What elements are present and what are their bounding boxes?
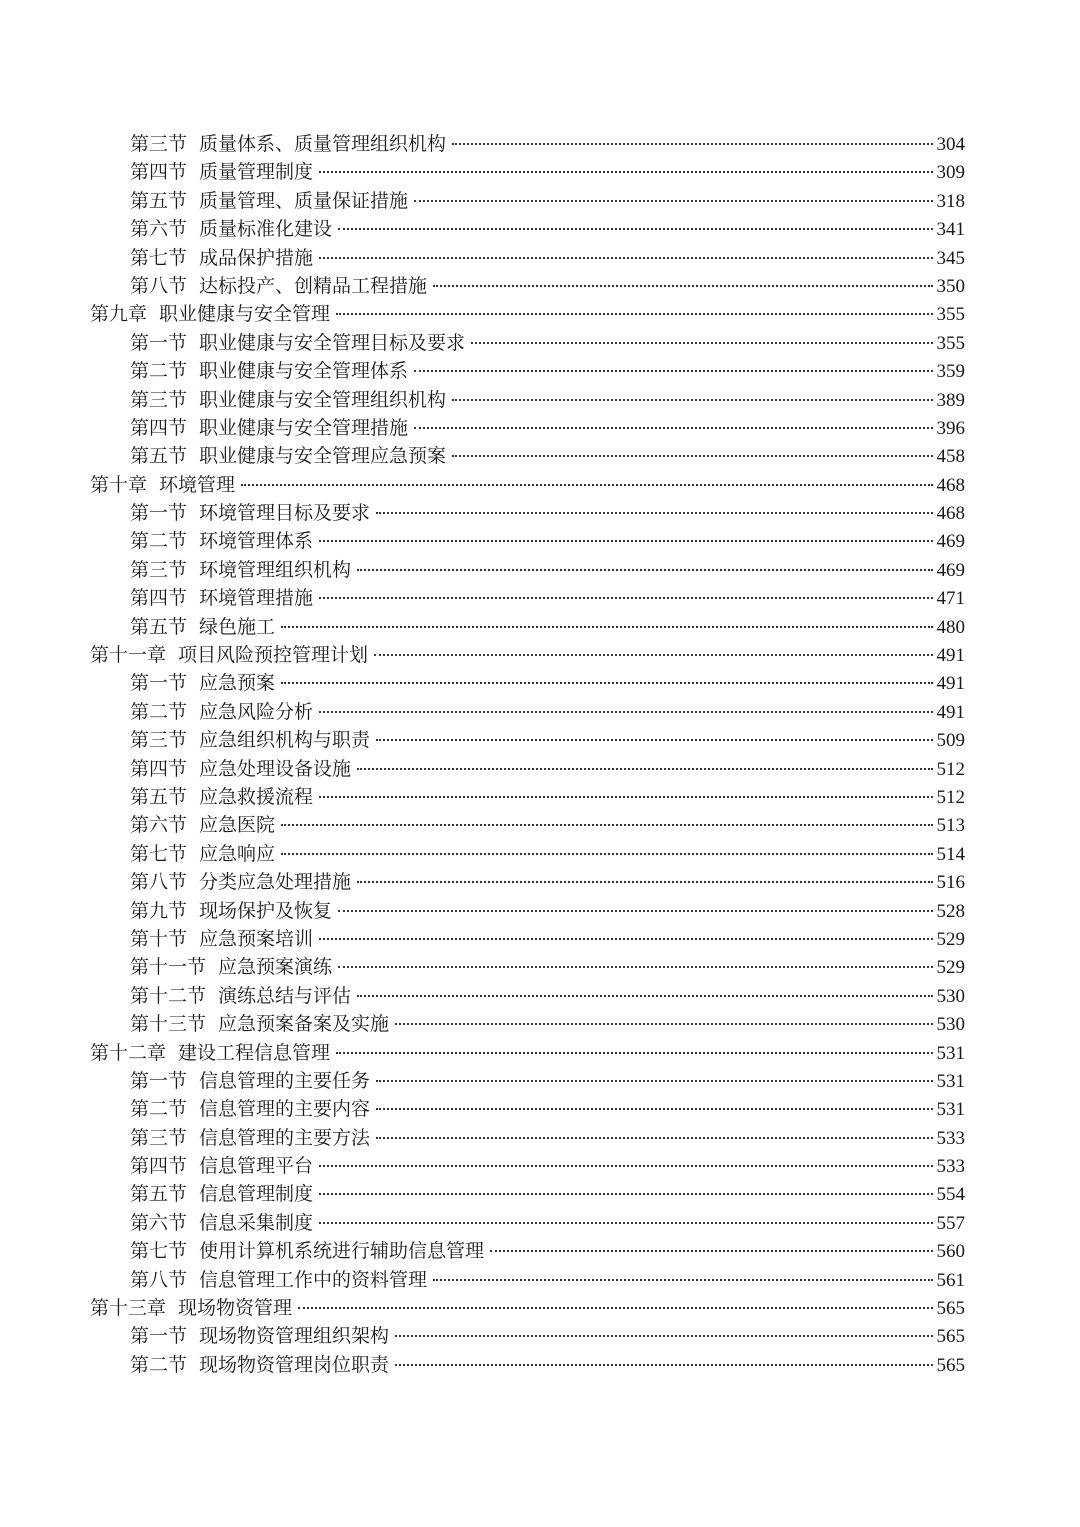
- toc-entry-title: 职业健康与安全管理: [159, 303, 331, 326]
- toc-entry-number: 第十一节: [130, 956, 207, 979]
- toc-page-number: 350: [936, 275, 965, 297]
- dot-leader: [319, 1222, 932, 1224]
- toc-page-number: 565: [936, 1326, 965, 1348]
- dot-leader: [319, 796, 932, 798]
- toc-page-number: 529: [936, 928, 965, 950]
- toc-page-number: 531: [936, 1099, 965, 1121]
- toc-entry-title: 质量管理制度: [199, 161, 314, 184]
- toc-entry-number: 第七节: [130, 246, 188, 269]
- toc-page-number: 480: [936, 616, 965, 638]
- toc-entry-title: 职业健康与安全管理措施: [199, 416, 409, 439]
- toc-entry-number: 第四节: [130, 416, 188, 439]
- toc-entry-title: 环境管理: [159, 473, 236, 496]
- dot-leader: [336, 1052, 932, 1054]
- toc-entry-title: 应急组织机构与职责: [199, 729, 371, 752]
- toc-entry-number: 第七节: [130, 1240, 188, 1263]
- toc-page-number: 528: [936, 900, 965, 922]
- toc-page-number: 318: [936, 190, 965, 212]
- toc-section-entry: [90, 1067, 965, 1095]
- toc-entry-number: 第四节: [130, 587, 188, 610]
- toc-section-entry: [90, 386, 965, 414]
- dot-leader: [376, 1108, 932, 1110]
- toc-page-number: 560: [936, 1241, 965, 1263]
- dot-leader: [319, 257, 932, 259]
- toc-section-entry: [90, 669, 965, 697]
- toc-section-entry: [90, 1237, 965, 1265]
- toc-entry-number: 第十二节: [130, 984, 207, 1007]
- toc-page-number: 304: [936, 134, 965, 155]
- toc-entry-number: 第一节: [130, 502, 188, 525]
- dot-leader: [452, 399, 932, 401]
- dot-leader: [338, 228, 932, 230]
- toc-entry-title: 质量管理、质量保证措施: [199, 189, 409, 212]
- toc-page-number: 533: [936, 1127, 965, 1149]
- toc-entry-number: 第九节: [130, 899, 188, 922]
- toc-entry-label: [130, 1322, 389, 1350]
- toc-entry-number: 第二节: [130, 360, 188, 383]
- dot-leader: [281, 853, 932, 855]
- toc-entry-label: [130, 1010, 389, 1038]
- toc-page-number: 529: [936, 957, 965, 979]
- dot-leader: [490, 1250, 932, 1252]
- toc-entry-label: [130, 499, 370, 527]
- dot-leader: [357, 768, 932, 770]
- toc-entry-number: 第三节: [130, 558, 188, 581]
- toc-entry-label: [130, 982, 351, 1010]
- toc-entry-number: 第一节: [130, 1325, 188, 1348]
- dot-leader: [319, 597, 932, 599]
- dot-leader: [452, 455, 932, 457]
- toc-page-number: 565: [936, 1298, 965, 1320]
- toc-entry-label: [130, 130, 446, 158]
- toc-page-number: 513: [936, 815, 965, 837]
- toc-page-number: 565: [936, 1354, 965, 1376]
- toc-entry-number: 第五节: [130, 1183, 188, 1206]
- toc-entry-label: [130, 272, 427, 300]
- toc-page-number: 509: [936, 730, 965, 752]
- toc-entry-number: 第五节: [130, 445, 188, 468]
- toc-page-number: 469: [936, 531, 965, 553]
- dot-leader: [319, 711, 932, 713]
- dot-leader: [471, 342, 932, 344]
- toc-entry-title: 现场物资管理组织架构: [199, 1325, 390, 1348]
- toc-section-entry: [90, 244, 965, 272]
- toc-entry-title: 应急预案培训: [199, 927, 314, 950]
- toc-entry-label: [130, 811, 275, 839]
- toc-entry-label: [130, 698, 313, 726]
- toc-entry-label: [130, 1152, 313, 1180]
- toc-entry-title: 环境管理措施: [199, 587, 314, 610]
- toc-chapter-entry: [90, 471, 965, 499]
- toc-entry-title: 信息管理的主要内容: [199, 1098, 371, 1121]
- toc-entry-number: 第一节: [130, 1069, 188, 1092]
- toc-entry-number: 第五节: [130, 615, 188, 638]
- dot-leader: [414, 200, 932, 202]
- toc-section-entry: [90, 698, 965, 726]
- toc-page-number: 359: [936, 361, 965, 383]
- toc-entry-label: [90, 641, 368, 669]
- toc-entry-number: 第三节: [130, 388, 188, 411]
- toc-entry-label: [130, 414, 408, 442]
- toc-entry-title: 应急预案备案及实施: [218, 1013, 390, 1036]
- toc-page-number: 355: [936, 332, 965, 354]
- toc-entry-title: 绿色施工: [199, 615, 276, 638]
- toc-entry-number: 第十二章: [90, 1041, 167, 1064]
- toc-entry-number: 第十三章: [90, 1297, 167, 1320]
- toc-entry-label: [130, 1067, 370, 1095]
- toc-entry-title: 应急预案演练: [218, 956, 333, 979]
- toc-entry-label: [130, 1209, 313, 1237]
- toc-page-number: 516: [936, 872, 965, 894]
- toc-section-entry: [90, 1124, 965, 1152]
- toc-entry-number: 第二节: [130, 700, 188, 723]
- toc-entry-label: [130, 783, 313, 811]
- toc-entry-label: [130, 613, 275, 641]
- toc-entry-label: [130, 584, 313, 612]
- toc-entry-title: 质量体系、质量管理组织机构: [199, 133, 447, 155]
- toc-entry-label: [130, 669, 275, 697]
- toc-page-number: 355: [936, 304, 965, 326]
- toc-entry-label: [130, 442, 446, 470]
- toc-entry-label: [130, 187, 408, 215]
- toc-page-number: 491: [936, 701, 965, 723]
- dot-leader: [319, 171, 932, 173]
- toc-section-entry: [90, 840, 965, 868]
- toc-entry-label: [130, 726, 370, 754]
- toc-entry-label: [130, 1124, 370, 1152]
- toc-entry-number: 第十一章: [90, 644, 167, 667]
- dot-leader: [376, 1137, 932, 1139]
- toc-entry-label: [130, 527, 313, 555]
- toc-page-number: 396: [936, 417, 965, 439]
- toc-entry-label: [130, 953, 332, 981]
- toc-page-number: 530: [936, 1014, 965, 1036]
- toc-entry-number: 第八节: [130, 274, 188, 297]
- toc-section-entry: [90, 584, 965, 612]
- toc-entry-number: 第一节: [130, 331, 188, 354]
- dot-leader: [319, 1193, 932, 1195]
- toc-page-number: 512: [936, 786, 965, 808]
- toc-entry-title: 项目风险预控管理计划: [178, 644, 369, 667]
- toc-entry-title: 信息管理工作中的资料管理: [199, 1268, 428, 1291]
- toc-section-entry: [90, 158, 965, 186]
- toc-entry-title: 信息管理平台: [199, 1155, 314, 1178]
- toc-entry-title: 应急医院: [199, 814, 276, 837]
- toc-entry-number: 第二节: [130, 530, 188, 553]
- dot-leader: [376, 739, 932, 741]
- toc-entry-title: 应急处理设备设施: [199, 757, 352, 780]
- toc-page-number: 345: [936, 247, 965, 269]
- dot-leader: [376, 512, 932, 514]
- toc-entry-label: [130, 1237, 484, 1265]
- toc-entry-number: 第十节: [130, 927, 188, 950]
- toc-section-entry: [90, 1152, 965, 1180]
- toc-entry-label: [90, 1039, 330, 1067]
- toc-entry-label: [130, 897, 332, 925]
- toc-entry-title: 信息管理的主要方法: [199, 1126, 371, 1149]
- toc-entry-label: [130, 244, 313, 272]
- toc-entry-number: 第八节: [130, 871, 188, 894]
- dot-leader: [414, 370, 932, 372]
- toc-entry-number: 第七节: [130, 842, 188, 865]
- dot-leader: [452, 143, 932, 145]
- toc-entry-label: [130, 215, 332, 243]
- toc-entry-number: 第八节: [130, 1268, 188, 1291]
- toc-entry-title: 职业健康与安全管理体系: [199, 360, 409, 383]
- toc-entry-title: 信息采集制度: [199, 1211, 314, 1234]
- toc-entry-number: 第十章: [90, 473, 148, 496]
- toc-chapter-entry: [90, 641, 965, 669]
- dot-leader: [357, 881, 932, 883]
- toc-entry-number: 第二节: [130, 1098, 188, 1121]
- dot-leader: [338, 910, 932, 912]
- toc-entry-label: [130, 840, 275, 868]
- toc-entry-title: 应急风险分析: [199, 700, 314, 723]
- dot-leader: [376, 1080, 932, 1082]
- toc-entry-label: [130, 868, 351, 896]
- toc-entry-title: 建设工程信息管理: [178, 1041, 331, 1064]
- toc-section-entry: [90, 1351, 965, 1379]
- toc-page-number: 554: [936, 1184, 965, 1206]
- dot-leader: [319, 938, 932, 940]
- toc-entry-title: 应急预案: [199, 672, 276, 695]
- toc-entry-number: 第三节: [130, 133, 188, 155]
- toc-page-number: 530: [936, 985, 965, 1007]
- toc-entry-title: 使用计算机系统进行辅助信息管理: [199, 1240, 485, 1263]
- toc-section-entry: [90, 357, 965, 385]
- dot-leader: [241, 484, 932, 486]
- toc-section-entry: [90, 527, 965, 555]
- toc-page-number: 531: [936, 1070, 965, 1092]
- toc-entry-number: 第一节: [130, 672, 188, 695]
- toc-chapter-entry: [90, 1039, 965, 1067]
- toc-page-number: 531: [936, 1042, 965, 1064]
- toc-entry-title: 应急救援流程: [199, 785, 314, 808]
- toc-entry-number: 第五节: [130, 189, 188, 212]
- toc-section-entry: [90, 868, 965, 896]
- toc-entry-number: 第九章: [90, 303, 148, 326]
- toc-entry-label: [130, 755, 351, 783]
- toc-entry-number: 第六节: [130, 1211, 188, 1234]
- toc-entry-label: [130, 1266, 427, 1294]
- toc-entry-title: 环境管理体系: [199, 530, 314, 553]
- dot-leader: [319, 540, 932, 542]
- dot-leader: [281, 682, 932, 684]
- toc-entry-number: 第四节: [130, 1155, 188, 1178]
- toc-entry-title: 达标投产、创精品工程措施: [199, 274, 428, 297]
- dot-leader: [281, 626, 932, 628]
- toc-page-number: 341: [936, 219, 965, 241]
- toc-page-number: 557: [936, 1212, 965, 1234]
- dot-leader: [319, 1165, 932, 1167]
- toc-entry-number: 第十三节: [130, 1013, 207, 1036]
- toc-section-entry: [90, 499, 965, 527]
- toc-chapter-entry: [90, 1294, 965, 1322]
- toc-section-entry: [90, 329, 965, 357]
- toc-entry-label: [130, 925, 313, 953]
- dot-leader: [395, 1023, 932, 1025]
- dot-leader: [395, 1364, 932, 1366]
- toc-page-number: 512: [936, 758, 965, 780]
- toc-section-entry: [90, 442, 965, 470]
- toc-entry-label: [90, 471, 235, 499]
- toc-entry-title: 现场保护及恢复: [199, 899, 333, 922]
- toc-section-entry: [90, 897, 965, 925]
- toc-entry-title: 职业健康与安全管理目标及要求: [199, 331, 466, 354]
- dot-leader: [433, 285, 932, 287]
- toc-entry-number: 第三节: [130, 729, 188, 752]
- dot-leader: [357, 995, 932, 997]
- toc-section-entry: [90, 726, 965, 754]
- toc-page-number: 468: [936, 503, 965, 525]
- dot-leader: [281, 824, 932, 826]
- toc-entry-title: 职业健康与安全管理应急预案: [199, 445, 447, 468]
- toc-section-entry: [90, 215, 965, 243]
- toc-page-number: 491: [936, 673, 965, 695]
- toc-section-entry: [90, 272, 965, 300]
- toc-page-number: 491: [936, 645, 965, 667]
- toc-entry-title: 质量标准化建设: [199, 218, 333, 241]
- toc-entry-label: [130, 357, 408, 385]
- toc-entry-title: 应急响应: [199, 842, 276, 865]
- toc-page-number: 389: [936, 389, 965, 411]
- toc-entry-number: 第六节: [130, 218, 188, 241]
- toc-page-number: 533: [936, 1156, 965, 1178]
- toc-entry-label: [130, 1180, 313, 1208]
- toc-section-entry: [90, 187, 965, 215]
- toc-section-entry: [90, 1010, 965, 1038]
- toc-page-number: 458: [936, 446, 965, 468]
- toc-entry-title: 环境管理目标及要求: [199, 502, 371, 525]
- toc-section-entry: [90, 953, 965, 981]
- toc-entry-label: [90, 300, 330, 328]
- dot-leader: [338, 966, 932, 968]
- toc-entry-number: 第四节: [130, 161, 188, 184]
- toc-entry-number: 第二节: [130, 1353, 188, 1376]
- toc-entry-label: [130, 386, 446, 414]
- toc-entry-title: 现场物资管理岗位职责: [199, 1353, 390, 1376]
- dot-leader: [395, 1335, 932, 1337]
- toc-section-entry: [90, 755, 965, 783]
- toc-entry-title: 成品保护措施: [199, 246, 314, 269]
- toc-section-entry: [90, 1180, 965, 1208]
- toc-entry-title: 分类应急处理措施: [199, 871, 352, 894]
- toc-entry-title: 演练总结与评估: [218, 984, 352, 1007]
- toc-entry-title: 信息管理制度: [199, 1183, 314, 1206]
- table-of-contents: [90, 130, 965, 1379]
- toc-section-entry: [90, 925, 965, 953]
- toc-section-entry: [90, 556, 965, 584]
- toc-section-entry: [90, 414, 965, 442]
- dot-leader: [433, 1279, 932, 1281]
- dot-leader: [336, 313, 932, 315]
- toc-entry-number: 第三节: [130, 1126, 188, 1149]
- toc-entry-label: [130, 329, 465, 357]
- toc-page-number: 309: [936, 162, 965, 184]
- toc-section-entry: [90, 783, 965, 811]
- toc-entry-title: 职业健康与安全管理组织机构: [199, 388, 447, 411]
- toc-entry-title: 环境管理组织机构: [199, 558, 352, 581]
- toc-entry-title: 现场物资管理: [178, 1297, 293, 1320]
- toc-entry-number: 第四节: [130, 757, 188, 780]
- dot-leader: [374, 654, 932, 656]
- toc-page-number: 561: [936, 1269, 965, 1291]
- toc-entry-label: [130, 1095, 370, 1123]
- toc-entry-label: [130, 158, 313, 186]
- toc-section-entry: [90, 1209, 965, 1237]
- toc-section-entry: [90, 811, 965, 839]
- toc-page-number: 514: [936, 843, 965, 865]
- toc-entry-label: [90, 1294, 292, 1322]
- toc-page-number: 471: [936, 588, 965, 610]
- toc-entry-number: 第五节: [130, 785, 188, 808]
- toc-entry-number: 第六节: [130, 814, 188, 837]
- toc-page-number: 468: [936, 474, 965, 496]
- toc-section-entry: [90, 1322, 965, 1350]
- dot-leader: [414, 427, 932, 429]
- toc-entry-title: 信息管理的主要任务: [199, 1069, 371, 1092]
- toc-entry-label: [130, 556, 351, 584]
- dot-leader: [298, 1307, 932, 1309]
- toc-section-entry: [90, 613, 965, 641]
- toc-section-entry: [90, 1266, 965, 1294]
- toc-chapter-entry: [90, 300, 965, 328]
- dot-leader: [357, 569, 932, 571]
- toc-section-entry: [90, 982, 965, 1010]
- toc-section-entry: [90, 1095, 965, 1123]
- toc-section-entry: [90, 130, 965, 158]
- toc-entry-label: [130, 1351, 389, 1379]
- toc-page-number: 469: [936, 559, 965, 581]
